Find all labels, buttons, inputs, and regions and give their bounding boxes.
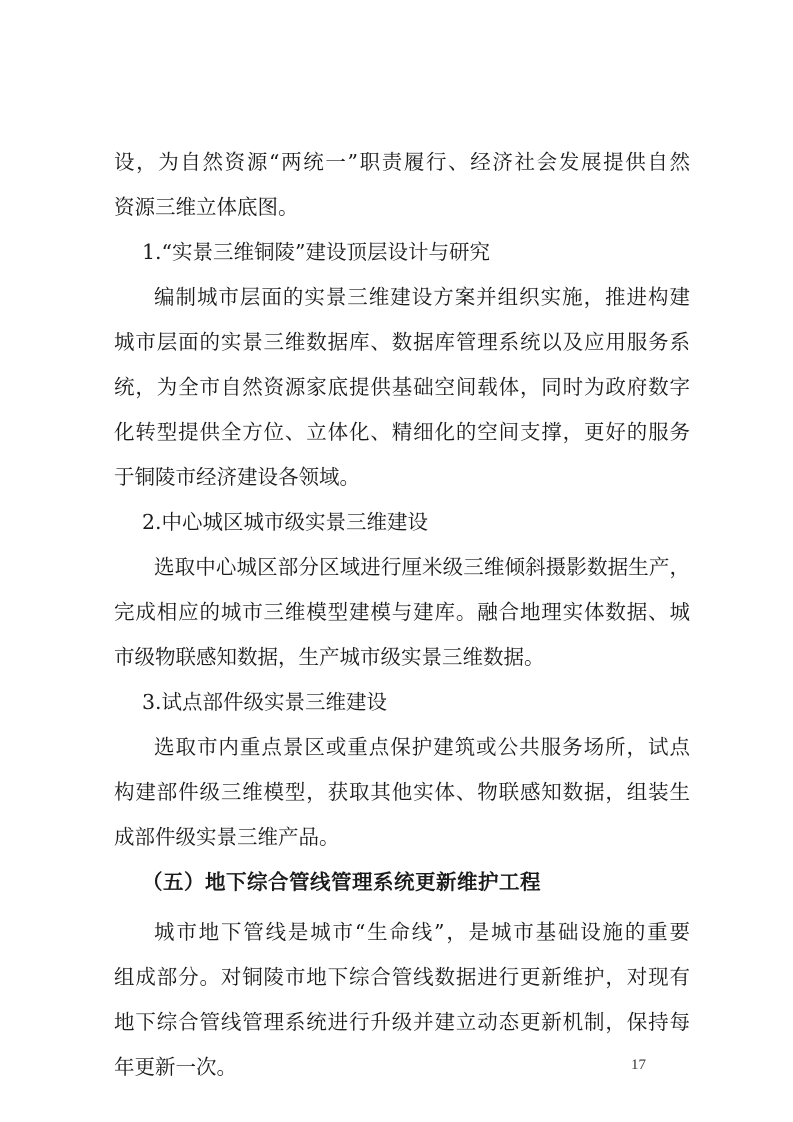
paragraph-line: 地下综合管线管理系统进行升级并建立动态更新机制，保持每	[114, 1010, 690, 1034]
document-body	[114, 140, 690, 1090]
section-heading: 2.中心城区城市级实景三维建设	[142, 510, 429, 534]
paragraph-line: 市级物联感知数据，生产城市级实景三维数据。	[114, 645, 545, 669]
paragraph-line: 城市地下管线是城市“生命线”，是城市基础设施的重要	[154, 920, 690, 944]
paragraph-line: 设，为自然资源“两统一”职责履行、经济社会发展提供自然	[114, 150, 690, 174]
section-heading: 1.“实景三维铜陵”建设顶层设计与研究	[142, 240, 491, 264]
paragraph-line: 于铜陵市经济建设各领域。	[114, 465, 360, 489]
paragraph-line: 化转型提供全方位、立体化、精细化的空间支撑，更好的服务	[114, 420, 690, 444]
paragraph-line: 编制城市层面的实景三维建设方案并组织实施，推进构建	[154, 285, 690, 309]
paragraph-line: 选取中心城区部分区域进行厘米级三维倾斜摄影数据生产，	[154, 555, 690, 579]
paragraph-line: 资源三维立体底图。	[114, 195, 299, 219]
paragraph-line: 选取市内重点景区或重点保护建筑或公共服务场所，试点	[154, 735, 690, 759]
paragraph-line: 统，为全市自然资源家底提供基础空间载体，同时为政府数字	[114, 375, 690, 399]
paragraph-line: 成部件级实景三维产品。	[114, 825, 340, 849]
section-heading: 3.试点部件级实景三维建设	[142, 690, 388, 714]
paragraph-line: 完成相应的城市三维模型建模与建库。融合地理实体数据、城	[114, 600, 690, 624]
paragraph-line: 构建部件级三维模型，获取其他实体、物联感知数据，组装生	[114, 780, 690, 804]
paragraph-line: 组成部分。对铜陵市地下综合管线数据进行更新维护，对现有	[114, 965, 690, 989]
paragraph-line: 年更新一次。	[114, 1055, 237, 1079]
page-number: 17	[631, 1057, 646, 1073]
chapter-heading: （五）地下综合管线管理系统更新维护工程	[142, 870, 541, 894]
paragraph-line: 城市层面的实景三维数据库、数据库管理系统以及应用服务系	[114, 330, 690, 354]
